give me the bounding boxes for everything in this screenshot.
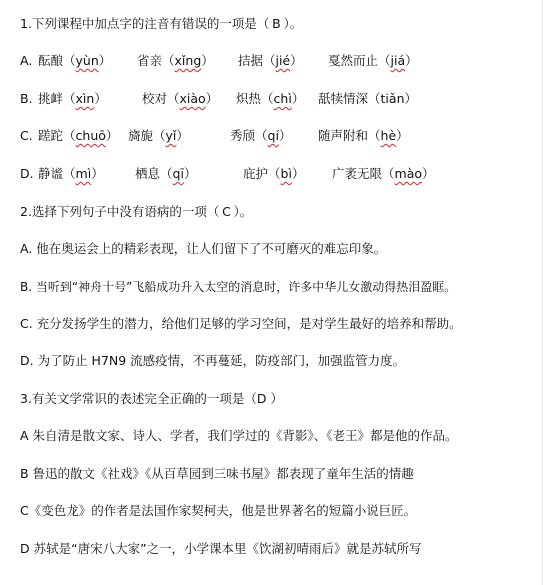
question-1-option-b — [20, 89, 535, 109]
question-1-close: ）。 — [283, 16, 303, 31]
question-1-option-a — [20, 51, 535, 71]
question-2-option-b: B. 当听到“神舟十号”飞船成功升入太空的消息时，许多中华儿女激动得热泪盈眶。 — [20, 280, 457, 294]
option-item: 蹉跎（chuō） — [38, 128, 119, 143]
option-label: B. — [20, 91, 33, 106]
pinyin: xìn — [75, 91, 95, 106]
option-item: 秀颀（qí） — [230, 128, 292, 143]
option-item: 酝酿（yùn） — [38, 53, 112, 68]
question-3-option-a: A 朱自清是散文家、诗人、学者，我们学过的《背影》、《老王》都是他的作品。 — [20, 428, 458, 443]
option-label: C. — [20, 128, 33, 143]
pinyin: yǐ — [165, 128, 177, 143]
question-2-option-a: A. 他在奥运会上的精彩表现，让人们留下了不可磨灭的难忘印象。 — [20, 241, 387, 256]
option-label: D. — [20, 166, 34, 181]
option-item: 随声附和（hè） — [318, 128, 409, 143]
pinyin: yùn — [75, 53, 99, 68]
question-3-option-d: D 苏轼是“唐宋八大家”之一，小学课本里《饮湖初晴雨后》就是苏轼所写 — [20, 541, 422, 556]
option-item: 静谧（mì） — [38, 166, 104, 181]
question-3-option-b: B 鲁迅的散文《社戏》《从百草园到三味书屋》都表现了童年生活的情趣 — [20, 466, 414, 481]
option-item: 广袤无限（mào） — [332, 166, 435, 181]
question-2-option-c: C. 充分发扬学生的潜力，给他们足够的学习空间，是对学生最好的培养和帮助。 — [20, 316, 462, 331]
question-3-option-c: C《变色龙》的作者是法国作家契柯夫，他是世界著名的短篇小说巨匠。 — [20, 503, 417, 518]
question-1-option-c — [20, 126, 535, 146]
pinyin: jiá — [390, 53, 406, 68]
option-item: 省亲（xǐng） — [137, 53, 214, 68]
option-item: 校对（xiào） — [142, 91, 219, 106]
question-2-answer: C — [222, 204, 231, 219]
question-1-stem — [20, 14, 535, 34]
option-item: 炽热（chì） — [236, 91, 305, 106]
question-1-option-d — [20, 164, 535, 184]
pinyin: xǐng — [174, 53, 202, 68]
pinyin: jié — [275, 53, 291, 68]
pinyin: chì — [273, 91, 292, 106]
question-1-answer: B — [272, 16, 281, 31]
option-item: 旖旎（yǐ） — [128, 128, 189, 143]
question-2-text: 2.选择下列句子中没有语病的一项（ — [20, 204, 220, 219]
question-1-text: 1.下列课程中加点字的注音有错误的一项是（ — [20, 16, 270, 31]
option-item: 拮据（jié） — [238, 53, 303, 68]
pinyin: xiào — [179, 91, 206, 106]
question-3-stem: 3.有关文学常识的表述完全正确的一项是（D ） — [20, 391, 284, 406]
pinyin: qī — [172, 166, 184, 181]
pinyin: qí — [267, 128, 279, 143]
pinyin: mào — [394, 166, 423, 181]
pinyin: hè — [380, 128, 397, 143]
question-2-stem — [20, 202, 535, 222]
pinyin: mì — [75, 166, 92, 181]
pinyin: chuō — [75, 128, 106, 143]
question-2-option-d: D. 为了防止 H7N9 流感疫情，不再蔓延，防疫部门，加强监管力度。 — [20, 353, 406, 368]
option-item: 戛然而止（jiá） — [328, 53, 418, 68]
question-2-close: ）。 — [233, 204, 253, 219]
pinyin: tiǎn — [380, 91, 405, 106]
option-item: 栖息（qī） — [135, 166, 197, 181]
option-item: 庇护（bì） — [243, 166, 305, 181]
option-item: 挑衅（xìn） — [38, 91, 107, 106]
option-label: A. — [20, 53, 33, 68]
option-item: 舐犊情深（tiǎn） — [318, 91, 418, 106]
pinyin: bì — [280, 166, 292, 181]
